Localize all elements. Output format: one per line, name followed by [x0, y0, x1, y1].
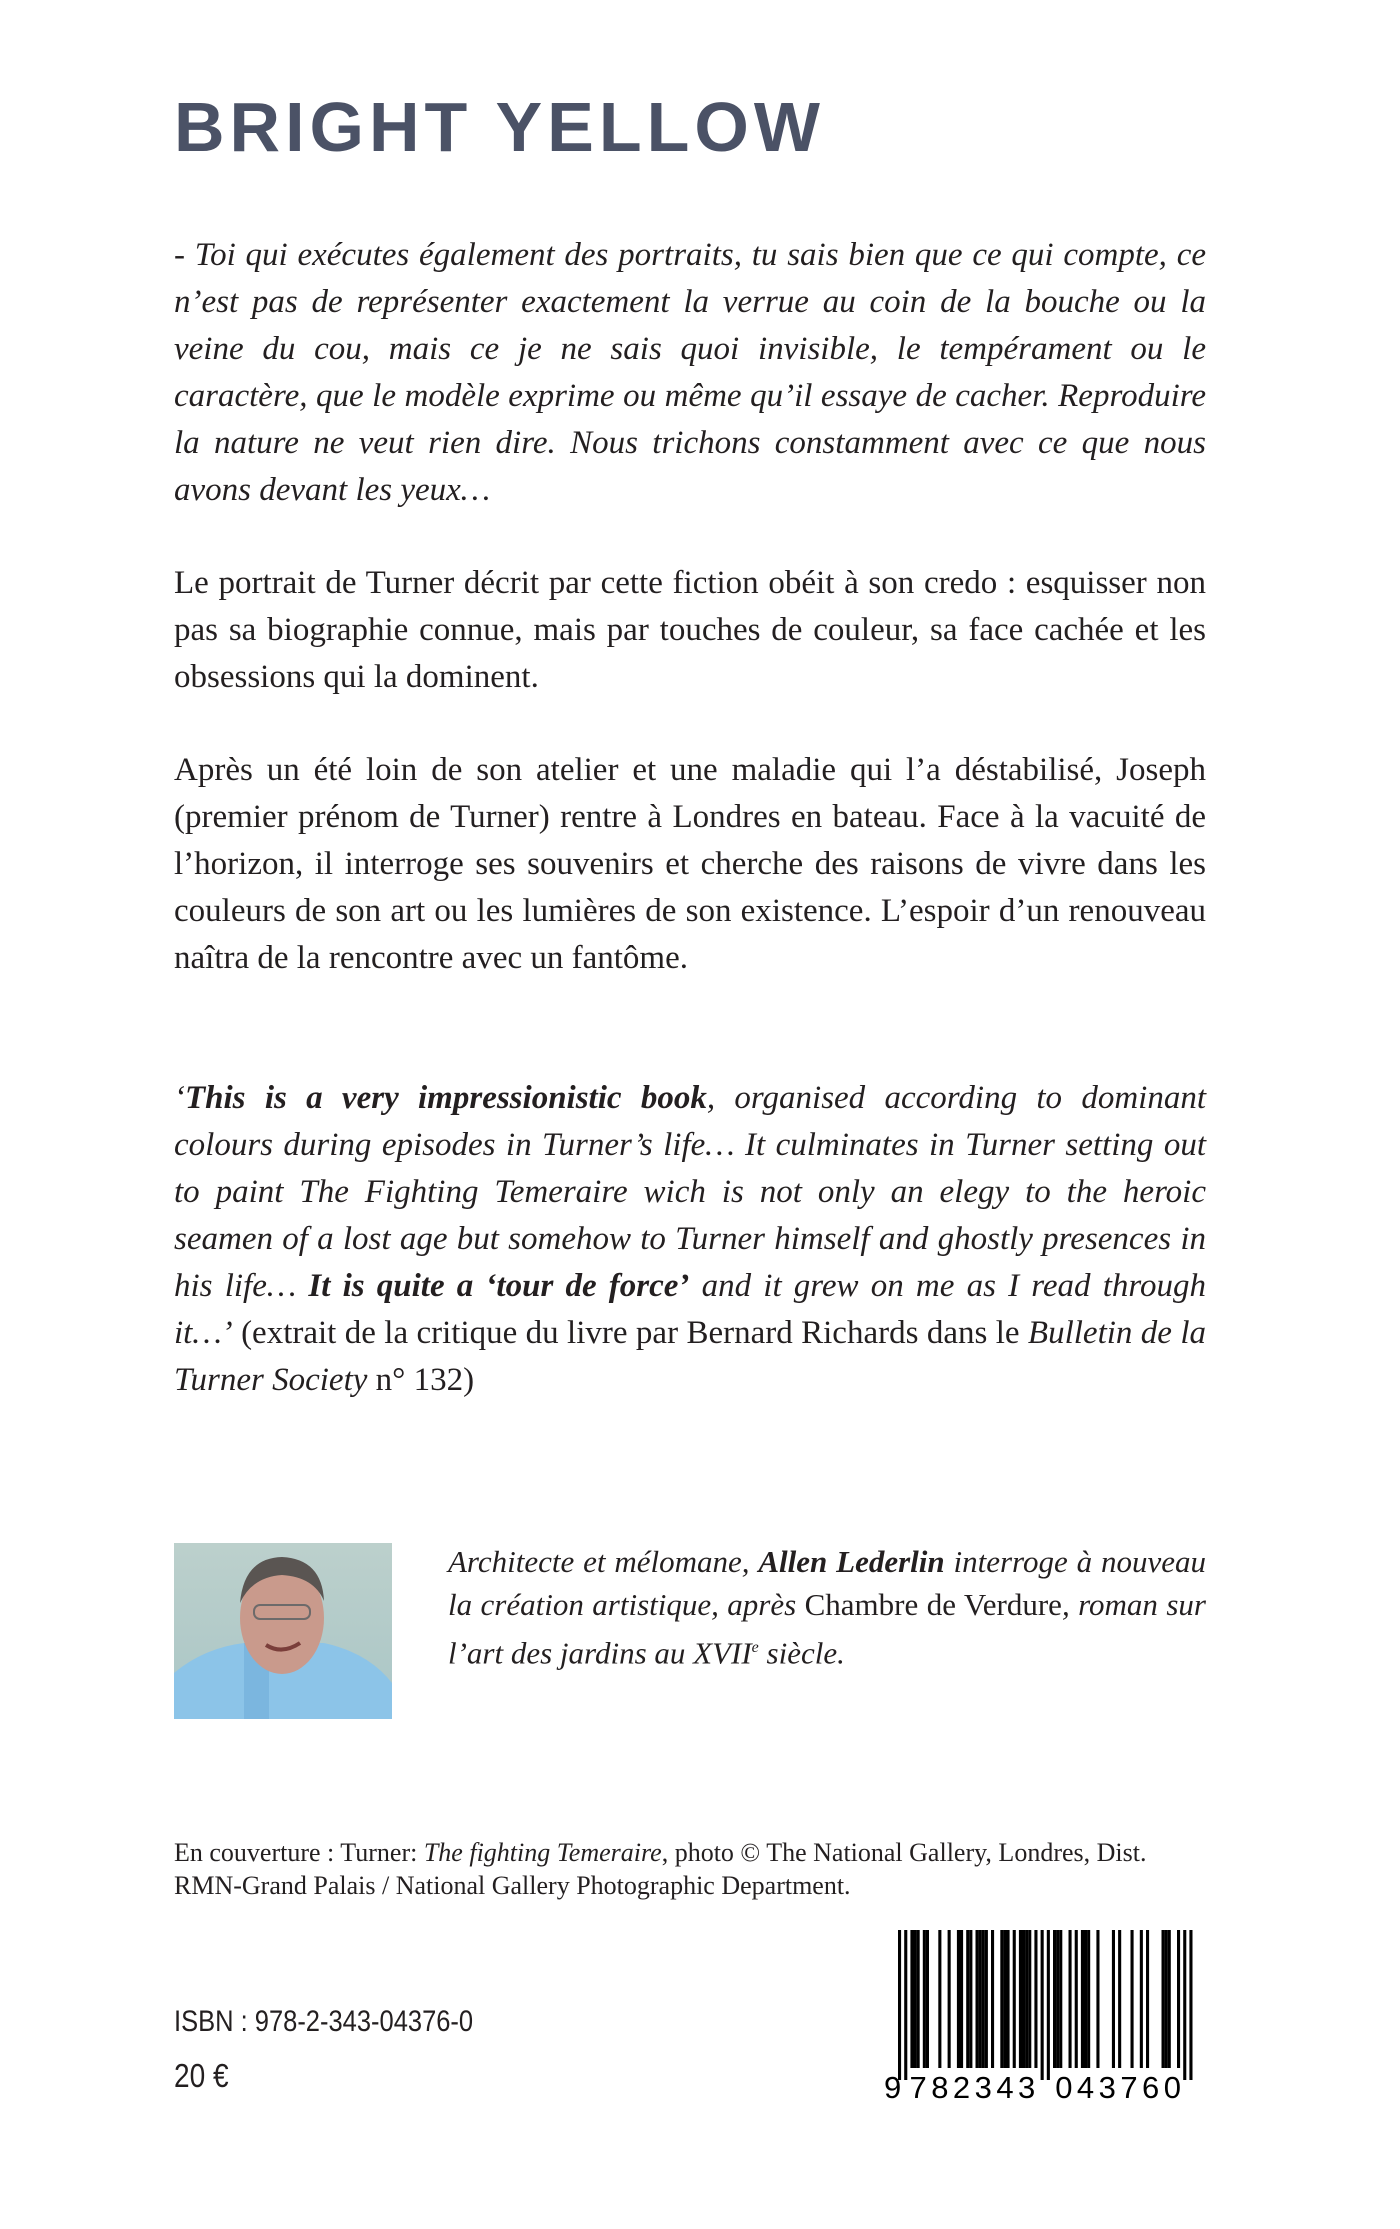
barcode-bar — [926, 1930, 929, 2068]
review-excerpt — [174, 1075, 1206, 1404]
author-bio-text-2: interroge à nouveau la création artistique, après — [448, 1544, 1206, 1622]
barcode-bar — [1118, 1930, 1121, 2068]
barcode-bar — [1177, 1930, 1180, 2068]
barcode-bar — [979, 1930, 982, 2068]
barcode-bar — [1140, 1930, 1143, 2068]
barcode-bar — [991, 1930, 994, 2068]
barcode-digit: 7 — [1120, 2070, 1138, 2105]
author-bio-text-3: , roman sur l’art des jardins au XVII — [448, 1587, 1206, 1671]
author-photo — [174, 1543, 392, 1719]
barcode-digit: 6 — [1142, 2070, 1160, 2105]
credit-prefix: En couverture : Turner: — [174, 1838, 424, 1867]
barcode-bar — [910, 1930, 913, 2068]
barcode-bar — [1025, 1930, 1028, 2068]
review-text-1: , organised according to dominant colours during episodes in Turner’s life… It culminates in Turner setting out to paint The Fighting Temeraire wich is not only an elegy to the heroic seamen of a lost age but somehow to Turner himself and ghostly presences in his life… — [174, 1080, 1207, 1304]
review-text-2: and it grew on me as I read through it…’ — [174, 1268, 1206, 1351]
barcode-digit: 3 — [1098, 2070, 1116, 2105]
barcode-bar — [1013, 1930, 1016, 2068]
credit-suffix: , photo © The National Gallery, Londres, Dist. RMN-Grand Palais / National Gallery Photographic Department. — [174, 1838, 1147, 1900]
summary-paragraph-2: Après un été loin de son atelier et une maladie qui l’a déstabilisé, Joseph (premier prénom de Turner) rentre à Londres en bateau. Face à la vacuité de l’horizon, il interroge ses souvenirs et cherche des raisons de vivre dans les couleurs de son art ou les lumières de son existence. L’espoir d’un renouveau naîtra de la rencontre avec un fantôme. — [174, 752, 1206, 976]
barcode-bar — [985, 1930, 988, 2068]
barcode-bar — [960, 1930, 963, 2068]
barcode-bar — [966, 1930, 969, 2068]
barcode-bar — [904, 1930, 907, 2080]
review-source: (extrait de la critique du livre par Bernard Richards dans le — [232, 1315, 1028, 1351]
barcode-bar — [1146, 1930, 1149, 2068]
barcode-bar — [1047, 1930, 1050, 2080]
author-bio-text-1: Architecte et mélomane, — [448, 1544, 759, 1579]
barcode-bar — [1034, 1930, 1037, 2068]
barcode — [880, 1930, 1210, 2105]
author-name: Allen Lederlin — [758, 1544, 945, 1579]
barcode-bar — [914, 1930, 917, 2068]
barcode-bar — [1075, 1930, 1078, 2068]
barcode-bar — [1007, 1930, 1010, 2068]
barcode-digit: 0 — [1055, 2070, 1073, 2105]
barcode-bar — [1162, 1930, 1165, 2068]
cover-credit — [174, 1836, 1206, 1902]
barcode-bar — [1168, 1930, 1171, 2068]
barcode-bar — [1003, 1930, 1006, 2068]
barcode-bar — [1041, 1930, 1044, 2080]
barcode-bar — [1022, 1930, 1025, 2068]
barcode-bar — [1183, 1930, 1186, 2080]
author-bio — [448, 1540, 1206, 1674]
barcode-digit: 8 — [931, 2070, 949, 2105]
barcode-digit: 9 — [884, 2070, 902, 2105]
summary-paragraph-1: Le portrait de Turner décrit par cette fiction obéit à son credo : esquisser non pas sa biographie connue, mais par touches de couleur, sa face cachée et les obsessions qui la dominent. — [174, 565, 1206, 695]
barcode-bar — [923, 1930, 926, 2068]
barcode-bar — [948, 1930, 951, 2068]
review-bold-1: This is a very impressionistic book — [185, 1080, 707, 1116]
barcode-bar — [957, 1930, 960, 2068]
credit-artwork: The fighting Temeraire — [423, 1838, 662, 1867]
barcode-bar — [1000, 1930, 1003, 2068]
barcode-bar — [1087, 1930, 1090, 2068]
barcode-bar — [1028, 1930, 1031, 2068]
barcode-bar — [917, 1930, 920, 2068]
century-superscript: e — [751, 1639, 759, 1656]
barcode-bar — [1019, 1930, 1022, 2068]
opening-quote: - Toi qui exécutes également des portraits, tu sais bien que ce qui compte, ce n’est pas de représenter exactement la verrue au coin de la bouche ou la veine du cou, mais ce je ne sais quoi invisible, le tempérament ou le caractère, que le modèle exprime ou même qu’il essaye de cacher. Reproduire la nature ne veut rien dire. Nous trichons constamment avec ce que nous avons devant les yeux… — [174, 237, 1206, 508]
barcode-bar — [982, 1930, 985, 2068]
book-title: BRIGHT YELLOW — [174, 88, 825, 166]
barcode-bar — [1081, 1930, 1084, 2068]
barcode-bar — [1056, 1930, 1059, 2068]
barcode-bar — [976, 1930, 979, 2068]
review-open: ‘ — [174, 1080, 185, 1116]
barcode-bar — [1165, 1930, 1168, 2068]
isbn: ISBN : 978-2-343-04376-0 — [174, 2005, 474, 2038]
barcode-bar — [1112, 1930, 1115, 2068]
review-issue: n° 132) — [367, 1362, 475, 1398]
barcode-bar — [1189, 1930, 1192, 2080]
barcode-bar — [1069, 1930, 1072, 2068]
previous-book-title: Chambre de Verdure — [804, 1587, 1062, 1622]
author-bio-text-4: siècle. — [758, 1635, 845, 1671]
barcode-digit: 3 — [974, 2070, 992, 2105]
barcode-bar — [1084, 1930, 1087, 2068]
barcode-digit: 4 — [996, 2070, 1014, 2105]
barcode-digit: 7 — [909, 2070, 927, 2105]
barcode-digit: 0 — [1163, 2070, 1181, 2105]
barcode-bar — [1053, 1930, 1056, 2068]
barcode-bar — [898, 1930, 901, 2080]
barcode-bar — [938, 1930, 941, 2068]
barcode-bar — [1131, 1930, 1134, 2068]
barcode-digit: 3 — [1018, 2070, 1036, 2105]
review-publication: Bulletin de la Turner Society — [174, 1315, 1207, 1398]
barcode-bar — [1096, 1930, 1099, 2068]
barcode-digit: 2 — [952, 2070, 971, 2105]
barcode-bar — [969, 1930, 972, 2068]
price: 20 € — [174, 2057, 229, 2094]
barcode-bar — [1059, 1930, 1062, 2068]
review-bold-2: It is quite a ‘tour de force’ — [308, 1268, 690, 1304]
barcode-digit: 4 — [1076, 2070, 1095, 2105]
